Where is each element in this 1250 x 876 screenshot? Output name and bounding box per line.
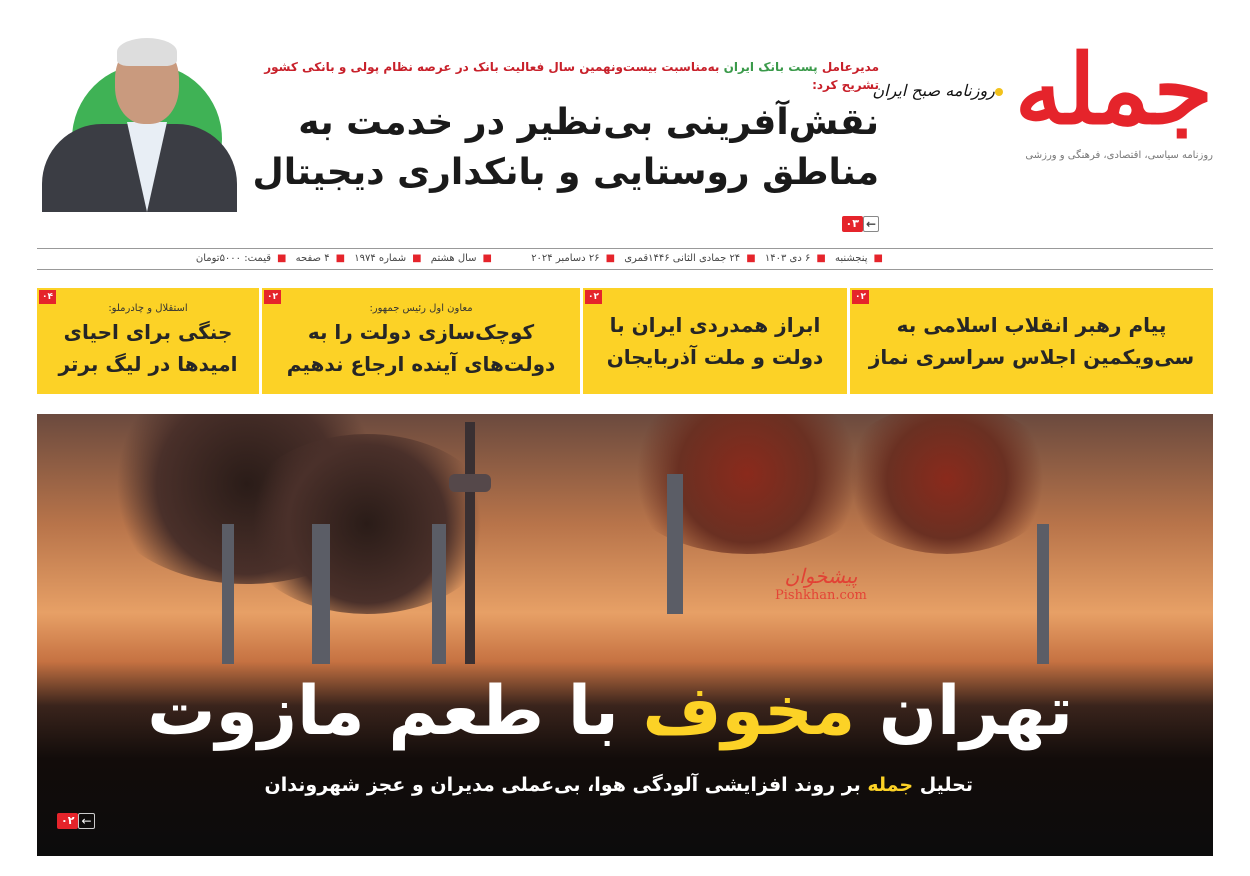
box-kicker: معاون اول رئیس جمهور: — [369, 303, 473, 314]
tagline: روزنامه سیاسی، اقتصادی، فرهنگی و ورزشی — [1025, 150, 1213, 161]
sub-part: بر روند افزایشی آلودگی هوا، بی‌عملی مدیران و عجز شهروندان — [264, 774, 868, 796]
news-boxes — [37, 288, 1213, 394]
title-part: تهران — [855, 672, 1073, 751]
dot-icon — [995, 88, 1003, 96]
kicker-brand: پست بانک ایران — [723, 60, 818, 74]
hero-story[interactable] — [37, 414, 1213, 856]
news-box[interactable] — [850, 288, 1213, 394]
top-story-headline[interactable] — [251, 98, 879, 248]
page-header — [37, 0, 1213, 248]
arrow-left-icon: ← — [863, 216, 879, 232]
logo-wordmark: جمله — [1014, 33, 1213, 146]
dateline: ■پنجشنبه ■۶ دی ۱۴۰۳ ■۲۴ جمادی الثانی ۱۴۴۶قمری ■۲۶ دسامبر ۲۰۲۴ ■سال هشتم ■شماره ۱۹۷۴ ■۴ صفحه ■قیمت: ۵۰۰۰تومان — [37, 248, 1213, 270]
price: قیمت: ۵۰۰۰تومان — [195, 253, 271, 264]
box-line-1: جنگی برای احیای — [63, 320, 233, 344]
kicker-pre: مدیرعامل — [817, 60, 879, 74]
page-ref[interactable]: ۰۳ — [842, 216, 863, 232]
box-line-2: دولت و ملت آذربایجان — [606, 345, 824, 369]
box-line-1: کوچک‌سازی دولت را به — [307, 320, 535, 344]
news-box[interactable] — [262, 288, 580, 394]
subtitle-text: روزنامه صبح ایران — [872, 80, 995, 100]
headline-line-1: نقش‌آفرینی بی‌نظیر در خدمت به — [298, 102, 879, 143]
date-solar: ۶ دی ۱۴۰۳ — [764, 253, 811, 264]
watermark: پیشخوان Pishkhan.com — [775, 564, 867, 603]
title-part: با طعم مازوت — [147, 672, 643, 751]
masthead-logo — [872, 33, 1213, 161]
box-kicker: استقلال و چادرملو: — [108, 303, 188, 314]
hero-page-ref[interactable] — [37, 810, 1213, 849]
page-ref[interactable]: ۰۴ — [39, 290, 56, 304]
title-highlight: مخوف — [642, 672, 856, 751]
box-line-2: دولت‌های آینده ارجاع ندهیم — [286, 352, 556, 376]
news-box[interactable] — [37, 288, 259, 394]
issue: شماره ۱۹۷۴ — [354, 253, 407, 264]
page-ref[interactable]: ۰۲ — [264, 290, 281, 304]
portrait-photo — [37, 34, 237, 212]
kicker-post: به‌مناسبت بیست‌ونهمین سال فعالیت بانک در عرصه نظام پولی و بانکی کشور تشریح کرد: — [264, 60, 879, 92]
headline-line-2: مناطق روستایی و بانکداری دیجیتال — [252, 152, 879, 193]
page-ref[interactable]: ۰۲ — [585, 290, 602, 304]
logo-subtitle — [872, 81, 1007, 100]
date-lunar: ۲۴ جمادی الثانی ۱۴۴۶قمری — [624, 253, 741, 264]
arrow-left-icon: ← — [78, 813, 94, 829]
box-line-1: ابراز همدردی ایران با — [609, 313, 821, 337]
top-story-kicker — [251, 58, 879, 94]
box-line-1: پیام رهبر انقلاب اسلامی به — [896, 313, 1167, 337]
hero-subtitle — [37, 770, 1213, 800]
hero-photo — [37, 414, 1213, 664]
pages: ۴ صفحه — [295, 253, 330, 264]
date-gregorian: ۲۶ دسامبر ۲۰۲۴ — [531, 253, 600, 264]
sub-part: تحلیل — [913, 774, 973, 796]
year: سال هشتم — [430, 253, 477, 264]
page-ref[interactable]: ۰۲ — [852, 290, 869, 304]
date-day: پنجشنبه — [834, 253, 868, 264]
box-line-2: امیدها در لیگ برتر — [58, 352, 238, 376]
top-story[interactable] — [251, 34, 879, 248]
news-box[interactable] — [583, 288, 847, 394]
box-line-2: سی‌ویکمین اجلاس سراسری نماز — [868, 345, 1195, 369]
sub-brand: جمله — [867, 774, 914, 796]
page-number: ۰۲ — [57, 813, 78, 829]
hero-title — [37, 664, 1213, 760]
logo-row — [872, 34, 1213, 146]
